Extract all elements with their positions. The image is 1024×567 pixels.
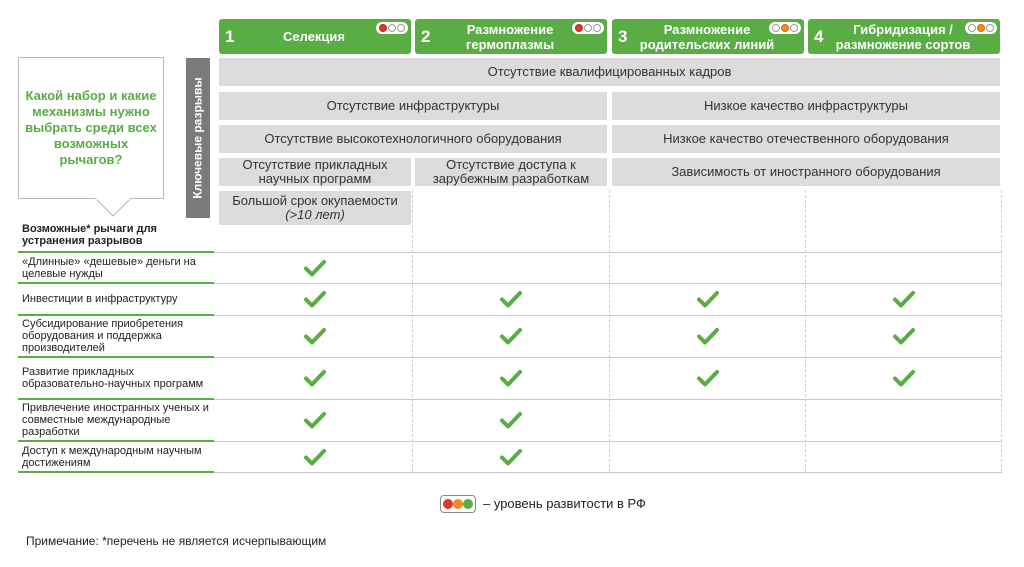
stage-title: Размножение гермоплазмы bbox=[465, 21, 555, 52]
gap-qualified-staff bbox=[219, 58, 1000, 86]
gap-foreign-dependence bbox=[612, 158, 1000, 186]
gap-subtext: (>10 лет) bbox=[285, 207, 345, 222]
check-icon bbox=[304, 369, 326, 387]
key-gaps-label bbox=[186, 58, 210, 218]
legend-text: – уровень развитости в РФ bbox=[483, 496, 646, 511]
lever-infrastructure-investment bbox=[22, 284, 212, 314]
stage-header-4 bbox=[808, 19, 1000, 54]
light-off bbox=[968, 24, 976, 32]
column-separator bbox=[1001, 190, 1002, 472]
lever-foreign-scientists bbox=[22, 400, 212, 440]
light-red bbox=[443, 499, 453, 509]
lever-label: Развитие прикладных образовательно-научных программ bbox=[22, 366, 204, 390]
check-icon bbox=[893, 290, 915, 308]
traffic-light-icon bbox=[965, 22, 997, 34]
light-orange bbox=[781, 24, 789, 32]
stage-number: 1 bbox=[225, 26, 235, 46]
gap-no-hitech-equipment bbox=[219, 125, 607, 153]
row-divider bbox=[214, 315, 1002, 316]
row-divider bbox=[214, 399, 1002, 400]
light-orange bbox=[453, 499, 463, 509]
traffic-light-icon bbox=[769, 22, 801, 34]
lever-label: Привлечение иностранных ученых и совместные международные разработки bbox=[22, 402, 209, 438]
lever-long-money bbox=[22, 253, 212, 282]
stage-title: Селекция bbox=[282, 29, 345, 44]
levers-header: Возможные* рычаги для устранения разрывов bbox=[22, 223, 157, 247]
check-icon bbox=[697, 327, 719, 345]
gap-no-infrastructure bbox=[219, 92, 607, 120]
check-icon bbox=[304, 411, 326, 429]
legend-traffic-light-icon bbox=[440, 495, 476, 513]
row-divider bbox=[214, 283, 1002, 284]
traffic-light-icon bbox=[572, 22, 604, 34]
lever-applied-education bbox=[22, 358, 212, 398]
lever-equipment-subsidy bbox=[22, 316, 212, 356]
gap-text: Отсутствие доступа к зарубежным разработкам bbox=[432, 157, 590, 186]
light-red bbox=[575, 24, 583, 32]
light-off bbox=[790, 24, 798, 32]
light-off bbox=[388, 24, 396, 32]
check-icon bbox=[304, 290, 326, 308]
gap-text: Большой срок окупаемости bbox=[232, 193, 398, 208]
light-off bbox=[397, 24, 405, 32]
check-icon bbox=[697, 290, 719, 308]
footnote: Примечание: *перечень не является исчерпывающим bbox=[26, 534, 327, 548]
row-divider bbox=[214, 357, 1002, 358]
check-icon bbox=[304, 327, 326, 345]
gap-no-foreign-access bbox=[415, 158, 607, 186]
lever-international-access bbox=[22, 442, 212, 471]
light-orange bbox=[977, 24, 985, 32]
gap-text: Низкое качество инфраструктуры bbox=[704, 98, 908, 113]
stage-number: 2 bbox=[421, 26, 431, 46]
check-icon bbox=[304, 448, 326, 466]
check-icon bbox=[500, 411, 522, 429]
check-icon bbox=[697, 369, 719, 387]
check-icon bbox=[893, 369, 915, 387]
gap-no-applied-programs bbox=[219, 158, 411, 186]
lever-label: «Длинные» «дешевые» деньги на целевые нужды bbox=[22, 255, 196, 280]
check-icon bbox=[500, 290, 522, 308]
stage-header-2 bbox=[415, 19, 607, 54]
column-separator bbox=[805, 190, 806, 472]
lever-label: Субсидирование приобретения оборудования и поддержка производителей bbox=[22, 318, 184, 354]
question-callout bbox=[18, 57, 164, 199]
key-gaps-label-text: Ключевые разрывы bbox=[191, 77, 205, 199]
gap-text: Низкое качество отечественного оборудования bbox=[663, 131, 949, 146]
stage-number: 4 bbox=[814, 26, 824, 46]
light-off bbox=[772, 24, 780, 32]
gap-text: Отсутствие инфраструктуры bbox=[326, 98, 500, 113]
light-red bbox=[379, 24, 387, 32]
gap-long-payback bbox=[219, 191, 411, 225]
lever-label: Инвестиции в инфраструктуру bbox=[22, 293, 178, 305]
check-icon bbox=[500, 448, 522, 466]
row-divider bbox=[214, 441, 1002, 442]
stage-title: Размножение родительских линий bbox=[639, 21, 775, 52]
stage-header-1 bbox=[219, 19, 411, 54]
light-off bbox=[986, 24, 994, 32]
stage-number: 3 bbox=[618, 26, 628, 46]
stage-header-3 bbox=[612, 19, 804, 54]
gap-low-infrastructure bbox=[612, 92, 1000, 120]
row-divider bbox=[214, 472, 1002, 473]
check-icon bbox=[500, 327, 522, 345]
gap-text: Отсутствие высокотехнологичного оборудования bbox=[264, 131, 562, 146]
check-icon bbox=[500, 369, 522, 387]
traffic-light-icon bbox=[376, 22, 408, 34]
callout-text: Какой набор и какие механизмы нужно выбрать среди всех возможных рычагов? bbox=[25, 88, 157, 167]
light-green bbox=[463, 499, 473, 509]
row-divider bbox=[214, 252, 1002, 253]
column-separator bbox=[609, 190, 610, 472]
gap-text: Отсутствие квалифицированных кадров bbox=[487, 64, 732, 79]
check-icon bbox=[304, 259, 326, 277]
stage-title: Гибридизация / размножение сортов bbox=[835, 21, 971, 52]
light-off bbox=[593, 24, 601, 32]
gap-text: Отсутствие прикладных научных программ bbox=[242, 157, 388, 186]
column-separator bbox=[412, 190, 413, 472]
gap-low-domestic-equipment bbox=[612, 125, 1000, 153]
callout-pointer-icon bbox=[95, 198, 145, 218]
light-off bbox=[584, 24, 592, 32]
lever-label: Доступ к международным научным достижениям bbox=[22, 444, 202, 469]
row-divider bbox=[18, 471, 214, 473]
gap-text: Зависимость от иностранного оборудования bbox=[671, 164, 941, 179]
check-icon bbox=[893, 327, 915, 345]
